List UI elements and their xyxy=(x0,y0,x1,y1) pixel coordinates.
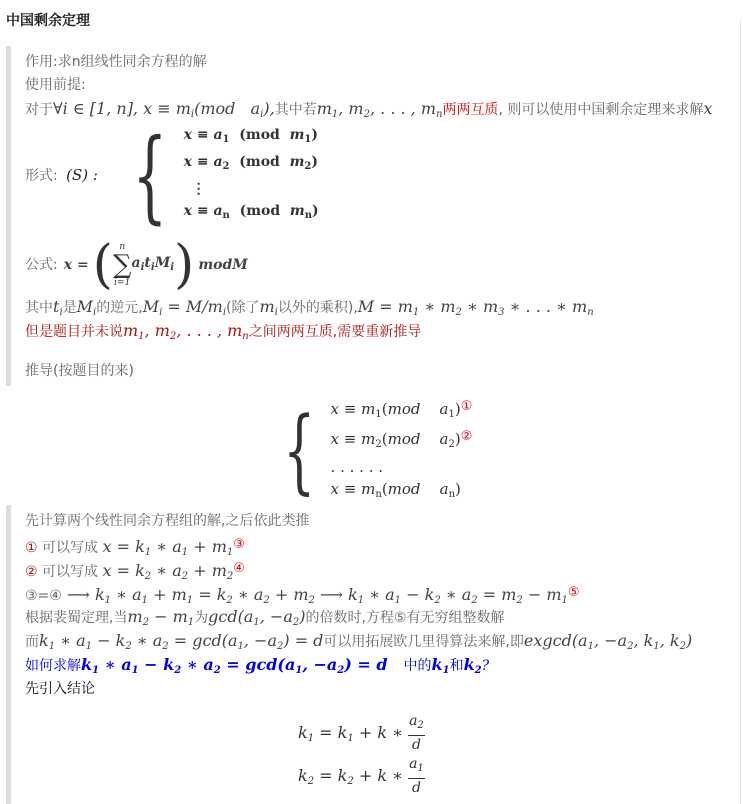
note-prefix: 其中 xyxy=(25,300,53,316)
exgcd-math: $k_1$ ∗ $a_1 - k_2$ ∗ $a_2 = \gcd(a_1$, $-a_2) = d$ xyxy=(39,631,324,652)
question-k2: $k_2$ xyxy=(463,655,482,676)
k1-numerator: $a_2$ xyxy=(408,712,425,736)
coprime-highlight: 两两互质 xyxy=(442,102,499,118)
note-inverse: 的逆元, xyxy=(96,300,143,316)
formula-lhs: x = xyxy=(63,257,89,273)
congruence-rows xyxy=(331,396,473,506)
step1-math: $x = k_1$ ∗ $a_1 + m_1$ xyxy=(102,537,234,558)
note-is: 是 xyxy=(62,300,77,316)
step3-math: ⟶ $k_1$ ∗ $a_1 + m_1 = k_2$ ∗ $a_2 + m_2$ ⟶ $k_1$ ∗ $a_1 - k_2$ ∗ $a_2 = m_2 - m_1$ xyxy=(61,585,568,606)
exgcd-call: $exgcd(a_1$, $-a_2$, $k_1$, $k_2$) xyxy=(523,631,693,652)
left-brace: { xyxy=(132,116,168,234)
tag-3: ③ xyxy=(233,537,245,552)
form-label xyxy=(25,164,98,187)
note-mi: $m_i$ xyxy=(259,297,278,318)
congruence-row: $x \equiv m_1(mod$ $a_1)①$ xyxy=(330,399,473,420)
k1-lhs: $k_1 = k_1 + k$ ∗ xyxy=(298,722,409,744)
note-Mprod: $M = m_1$ ∗ $m_2$ ∗ $m_3$ ∗ . . . ∗ $m_n$ xyxy=(357,297,594,318)
form-row: $x \equiv a_2$ (mod $m_2$) xyxy=(183,154,318,172)
step1-mark: ① xyxy=(25,540,38,556)
congruence-system xyxy=(270,396,472,506)
sigma: ∑ xyxy=(112,250,132,280)
congruence-row: $x \equiv m_n(mod$ $a_n$) xyxy=(330,480,461,500)
exgcd-mid: 可以用拓展欧几里得算法来解,即 xyxy=(323,634,524,650)
warning-prefix: 但是题目并未说 xyxy=(25,324,123,340)
form-row: $x \equiv a_1$ (mod $m_1$) xyxy=(183,127,318,145)
tag-4: ④ xyxy=(233,561,245,576)
bezout-suffix: 的倍数时,方程⑤有无穷组整数解 xyxy=(305,610,505,626)
precondition-prefix: 对于 xyxy=(25,102,53,118)
step1-text: 可以写成 xyxy=(37,540,103,556)
tag-5: ⑤ xyxy=(567,585,580,600)
note-Mdef: $M_i = M/m_i$ xyxy=(142,297,227,318)
warning-suffix: 之间两两互质,需要重新推导 xyxy=(248,324,422,340)
question-k1: $k_1$ xyxy=(431,655,450,676)
precondition-suffix: , 则可以使用中国剩余定理来求解 xyxy=(498,102,704,118)
step2-text: 可以写成 xyxy=(37,564,103,580)
right-paren: ) xyxy=(174,235,195,295)
k1-fraction xyxy=(408,712,425,754)
question-and: 和 xyxy=(449,658,464,674)
left-brace: { xyxy=(283,397,316,504)
tag-2: ② xyxy=(460,429,473,444)
question-prefix: 如何求解 xyxy=(25,658,81,674)
question-math: $k_1$ ∗ $a_1 - k_2$ ∗ $a_2 = \gcd(a_1$, $-a_2) = d$ xyxy=(81,655,388,676)
form-label-text: 形式: xyxy=(25,168,58,184)
formula-term: $a_it_iM_i$ xyxy=(131,254,175,273)
exgcd-prefix: 而 xyxy=(25,634,39,650)
tag-1: ① xyxy=(460,399,473,414)
precondition-label: 使用前提: xyxy=(25,77,86,93)
derive-label: 推导(按题目的来) xyxy=(25,363,134,379)
step2-math: $x = k_2$ ∗ $a_2 + m_2$ xyxy=(102,561,234,582)
note-M: $M_i$ xyxy=(76,297,97,318)
congruence-row: $x \equiv m_2(mod$ $a_2)②$ xyxy=(330,429,473,450)
k2-denominator: d xyxy=(411,780,421,796)
bezout-gcd: $\gcd(a_1$, $-a_2$) xyxy=(208,607,306,628)
precondition-math: ∀i ∈ [1, n], $x \equiv m_i(mod$ $a_i$), xyxy=(53,99,275,120)
note-paren-text: 以外的乘积), xyxy=(277,300,358,316)
warning-ms: $m_1$, $m_2$, . . . , $m_n$ xyxy=(123,321,249,342)
step3-lead: ③=④ xyxy=(25,588,62,604)
congruence-row: . . . . . . xyxy=(330,458,383,476)
note-t: $t_i$ xyxy=(53,297,63,318)
k1-formula xyxy=(298,712,425,754)
formula-label: 公式: xyxy=(25,257,58,273)
form-system xyxy=(118,116,319,234)
question-mid: 中的 xyxy=(403,658,432,674)
formula-tail: modM xyxy=(198,257,248,273)
sum-upper: n xyxy=(119,242,126,252)
k1-denominator: d xyxy=(411,737,421,753)
k2-numerator: $a_1$ xyxy=(408,755,425,779)
precondition-var: x xyxy=(703,99,713,118)
form-row: $x \equiv a_n$ (mod $m_n$) xyxy=(183,203,319,221)
purpose-text: 作用:求n组线性同余方程的解 xyxy=(25,54,207,70)
left-paren: ( xyxy=(92,235,113,295)
bezout-mid: 为 xyxy=(194,610,209,626)
formula-line xyxy=(25,235,248,295)
warning-line xyxy=(25,320,421,348)
form-system-rows xyxy=(184,124,319,227)
form-system-name: (S) : xyxy=(66,166,98,184)
question-mark: ? xyxy=(481,658,490,674)
precondition-ms: $m_1$, $m_2$, . . . , $m_n$ xyxy=(316,99,443,120)
precondition-mid: 其中若 xyxy=(274,102,317,118)
form-row: ⋮ xyxy=(191,181,206,197)
right-border xyxy=(740,20,741,804)
sum-symbol xyxy=(113,242,132,288)
k2-formula xyxy=(298,755,425,797)
conclusion-intro: 先引入结论 xyxy=(25,681,95,697)
bezout-prefix: 根据裴蜀定理,当 xyxy=(25,610,128,626)
derivation-intro: 先计算两个线性同余方程组的解,之后依此类推 xyxy=(25,513,310,529)
step2-mark: ② xyxy=(25,564,38,580)
precondition-line xyxy=(25,98,712,126)
page-title: 中国剩余定理 xyxy=(6,13,90,29)
k2-fraction xyxy=(408,755,425,797)
note-paren-open: (除了 xyxy=(226,300,260,316)
k2-lhs: $k_2 = k_2 + k$ ∗ xyxy=(298,765,409,787)
bezout-m: $m_2 - m_1$ xyxy=(127,607,195,628)
sum-lower: i=1 xyxy=(114,278,131,288)
